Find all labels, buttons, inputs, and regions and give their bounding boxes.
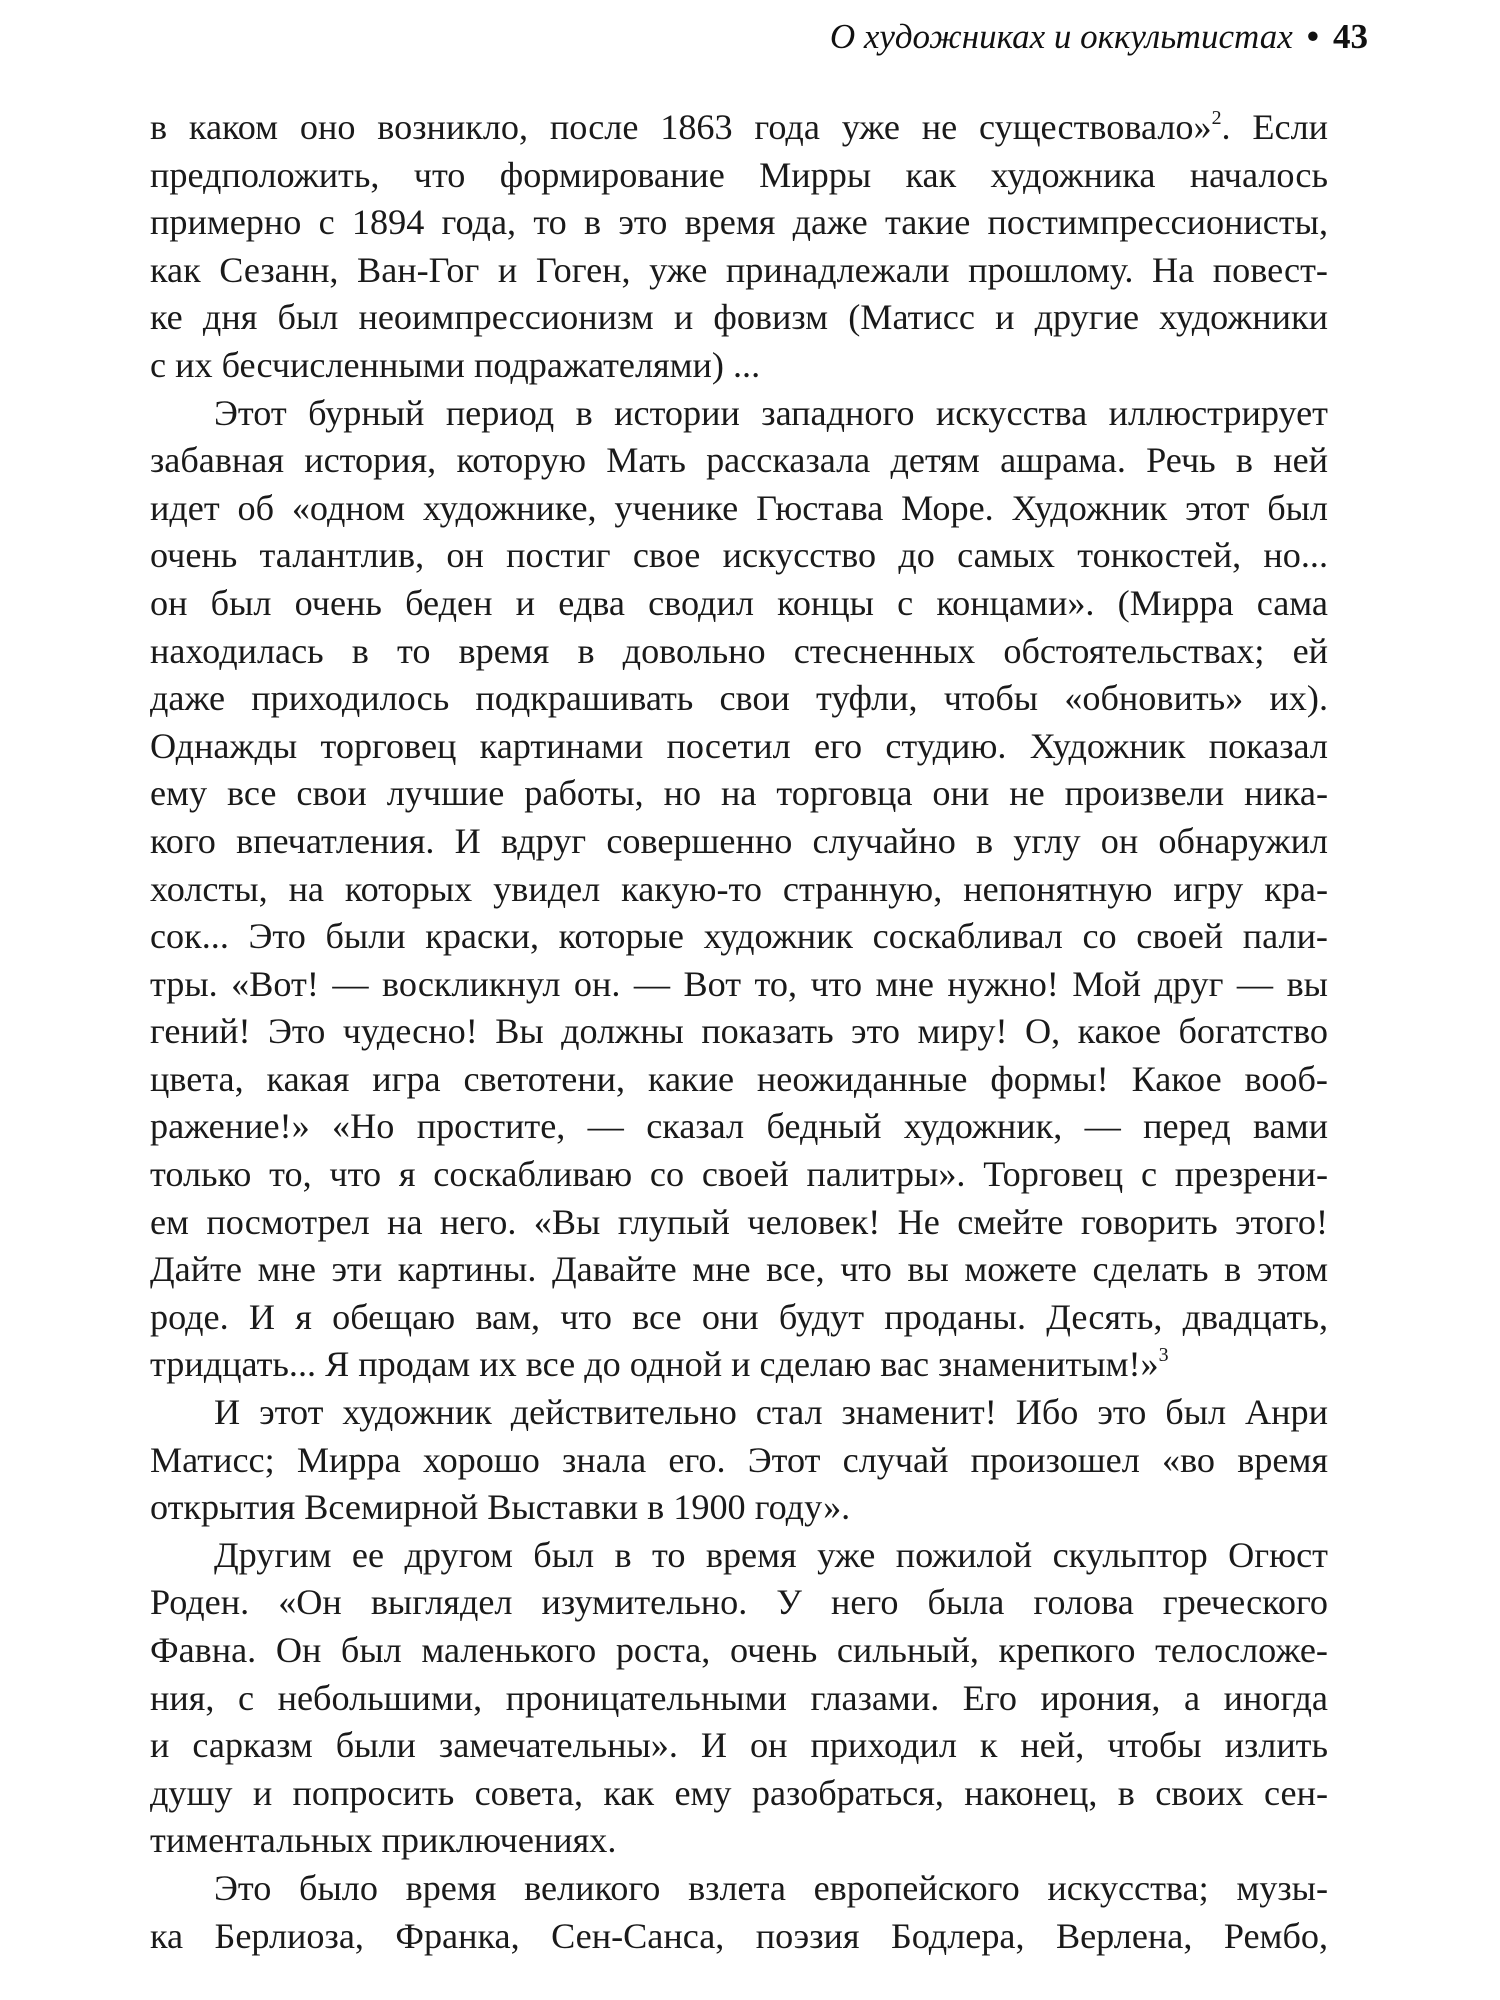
text-line: открытия Всемирной Выставки в 1900 году». bbox=[150, 1487, 851, 1528]
text-line: кого впечатления. И вдруг совершенно случайно в углу он обнаружил bbox=[150, 820, 1328, 861]
text-line: Фавна. Он был маленького роста, очень сильный, крепкого телосложе- bbox=[150, 1630, 1328, 1670]
text-line: он был очень беден и едва сводил концы с концами». (Мирра сама bbox=[150, 582, 1328, 623]
text-line: ражение!» «Но простите, — сказал бедный художник, — перед вами bbox=[150, 1106, 1328, 1147]
text-line: Этот бурный период в истории западного искусства иллюстрирует bbox=[214, 392, 1328, 433]
text-line: И этот художник действительно стал знаменит! Ибо это был Анри bbox=[214, 1392, 1328, 1433]
text-line: в каком оно возникло, после 1863 года уже не существовало»$^2$. Если bbox=[150, 107, 1329, 147]
text-line: ка Берлиоза, Франка, Сен-Санса, поэзия Бодлера, Верлена, Рембо, bbox=[150, 1915, 1328, 1956]
text-line: цвета, какая игра светотени, какие неожиданные формы! Какое вооб- bbox=[150, 1058, 1328, 1099]
text-line: находилась в то время в довольно стесненных обстоятельствах; ей bbox=[150, 630, 1328, 671]
chapter-title: О художниках и оккультистах bbox=[829, 17, 1293, 56]
text-line: роде. И я обещаю вам, что все они будут проданы. Десять, двадцать, bbox=[150, 1296, 1328, 1337]
text-line: Матисс; Мирра хорошо знала его. Этот случай произошел «во время bbox=[150, 1439, 1328, 1480]
text-line: ем посмотрел на него. «Вы глупый человек! Не смейте говорить этого! bbox=[150, 1201, 1328, 1242]
body-text bbox=[150, 104, 1328, 1960]
text-line: забавная история, которую Мать рассказала детям ашрама. Речь в ней bbox=[150, 440, 1328, 481]
text-line: Роден. «Он выглядел изумительно. У него была голова греческого bbox=[150, 1582, 1328, 1623]
text-line: очень талантлив, он постиг свое искусство до самых тонкостей, но... bbox=[150, 535, 1328, 576]
text-line: только то, что я соскабливаю со своей палитры». Торговец с презрени- bbox=[150, 1154, 1328, 1195]
footnote-marker: 2 bbox=[1211, 107, 1222, 130]
text-line: ния, с небольшими, проницательными глазами. Его ирония, а иногда bbox=[150, 1677, 1328, 1718]
text-line: сок... Это были краски, которые художник соскабливал со своей пали- bbox=[150, 916, 1328, 957]
text-line: Это было время великого взлета европейского искусства; музы- bbox=[214, 1867, 1328, 1908]
footnote-marker: 3 bbox=[1158, 1344, 1169, 1367]
text-line: холсты, на которых увидел какую-то странную, непонятную игру кра- bbox=[150, 868, 1328, 909]
running-header bbox=[830, 14, 1368, 60]
text-line: Дайте мне эти картины. Давайте мне все, что вы можете сделать в этом bbox=[150, 1249, 1328, 1290]
text-line: примерно с 1894 года, то в это время даже такие постимпрессионисты, bbox=[150, 202, 1328, 243]
text-line: как Сезанн, Ван-Гог и Гоген, уже принадлежали прошлому. На повест- bbox=[150, 249, 1328, 290]
text-line: тридцать... Я продам их все до одной и сделаю вас знаменитым!»$^3$ bbox=[150, 1344, 1169, 1385]
text-line: гений! Это чудесно! Вы должны показать это миру! О, какое богатство bbox=[150, 1011, 1328, 1052]
text-line: ему все свои лучшие работы, но на торговца они не произвели ника- bbox=[150, 773, 1328, 814]
text-line: ке дня был неоимпрессионизм и фовизм (Матисс и другие художники bbox=[150, 297, 1328, 338]
text-line: тры. «Вот! — воскликнул он. — Вот то, что мне нужно! Мой друг — вы bbox=[150, 963, 1328, 1004]
text-line: идет об «одном художнике, ученике Гюстава Море. Художник этот был bbox=[150, 487, 1328, 528]
text-line: и сарказм были замечательны». И он приходил к ней, чтобы излить bbox=[150, 1725, 1328, 1766]
text-line: душу и попросить совета, как ему разобраться, наконец, в своих сен- bbox=[150, 1772, 1328, 1813]
text-line: Другим ее другом был в то время уже пожилой скульптор Огюст bbox=[214, 1534, 1328, 1575]
text-line: предположить, что формирование Мирры как художника началось bbox=[150, 154, 1328, 195]
text-line: Однажды торговец картинами посетил его студию. Художник показал bbox=[150, 725, 1328, 766]
text-line: с их бесчисленными подражателями) ... bbox=[150, 344, 761, 385]
text-line: тиментальных приключениях. bbox=[150, 1820, 617, 1861]
header-separator: • bbox=[1306, 17, 1319, 56]
text-line: даже приходилось подкрашивать свои туфли, чтобы «обновить» их). bbox=[150, 678, 1328, 719]
page-number: 43 bbox=[1333, 17, 1368, 56]
